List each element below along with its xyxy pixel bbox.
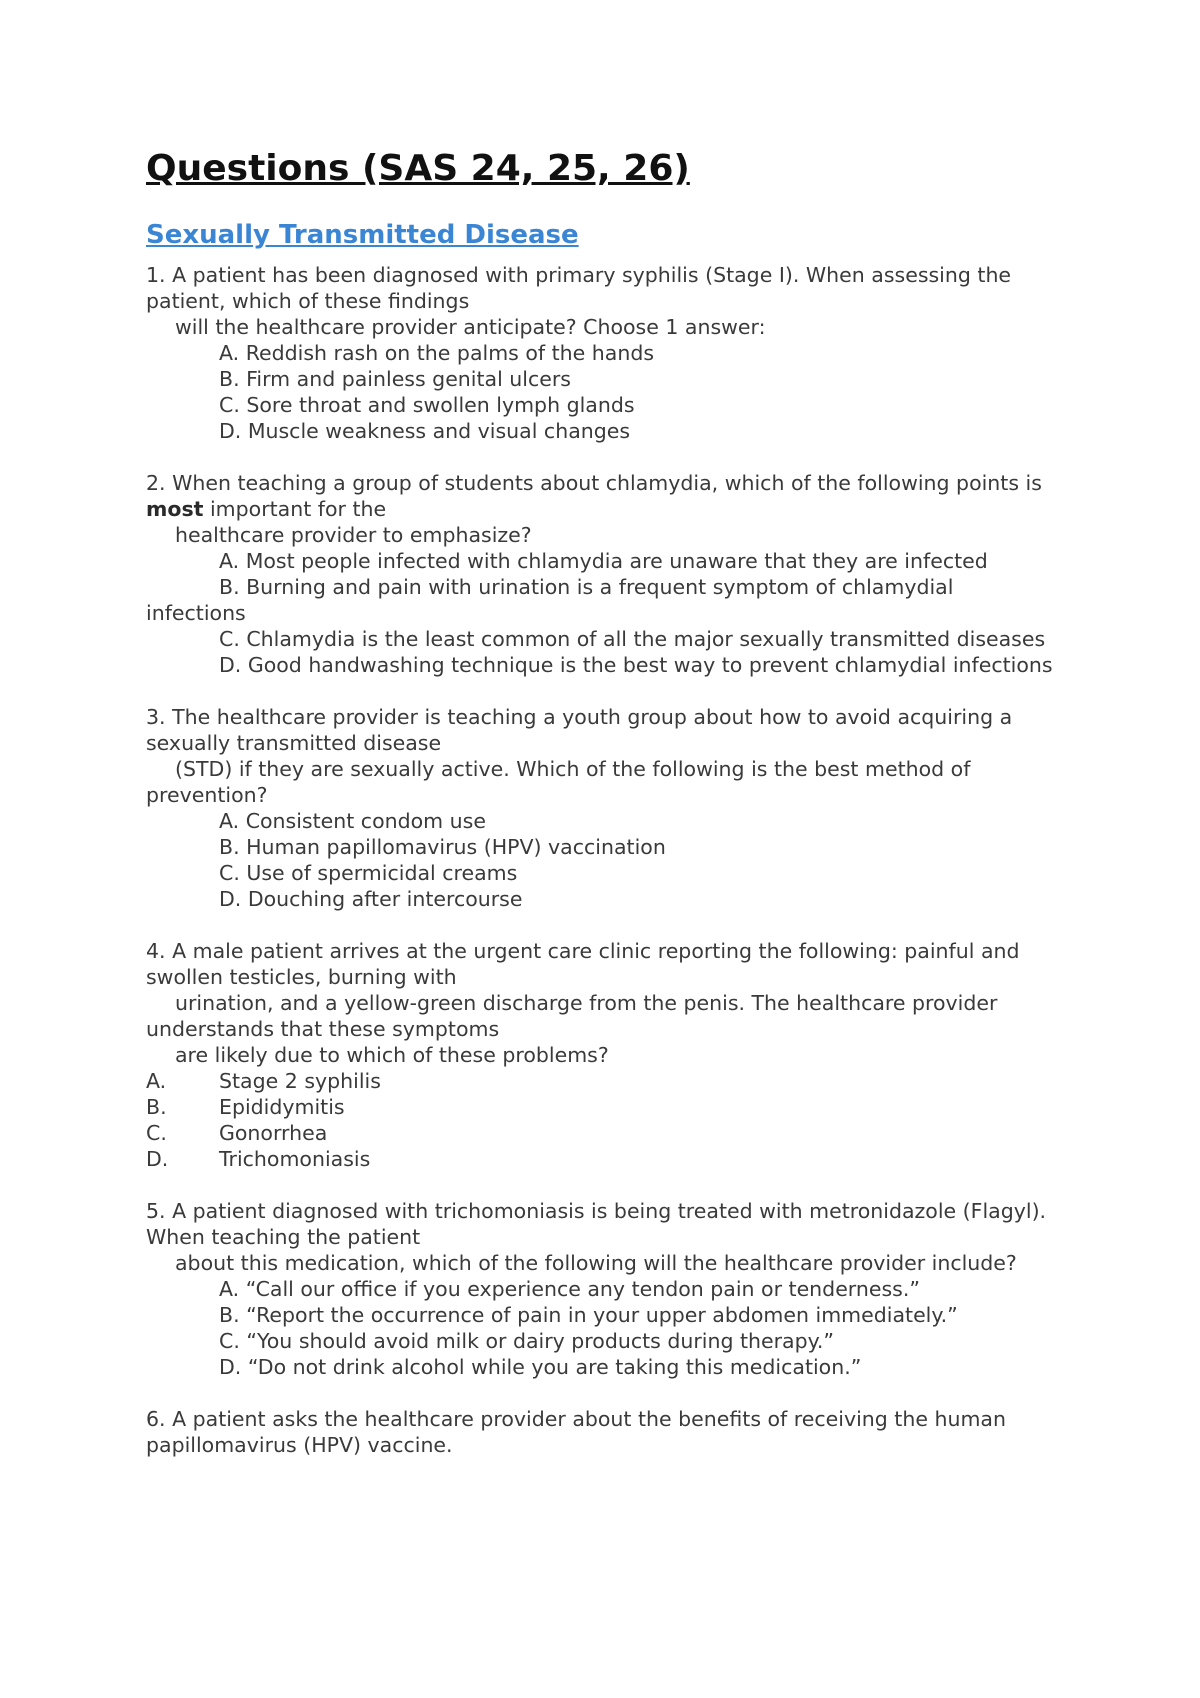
question-6-stem: 6. A patient asks the healthcare provider about the benefits of receiving the human papillomavirus (HPV) vaccine. [146,1407,1006,1457]
question-5-stem-cont: about this medication, which of the following will the healthcare provider include? [175,1251,1017,1275]
question-4-option-d [146,1146,1056,1172]
question-1-stem-cont: will the healthcare provider anticipate? Choose 1 answer: [175,315,766,339]
question-5-option-d: D. “Do not drink alcohol while you are taking this medication.” [219,1355,862,1379]
question-4-option-c [146,1120,1056,1146]
question-2-option-d: D. Good handwashing technique is the best way to prevent chlamydial infections [219,653,1053,677]
option-text: Gonorrhea [219,1121,328,1145]
question-3 [146,704,1056,912]
question-1-stem: 1. A patient has been diagnosed with primary syphilis (Stage I). When assessing the patient, which of these findings [146,263,1012,313]
question-4-stem-cont-2: are likely due to which of these problems? [175,1043,609,1067]
question-1-option-b: B. Firm and painless genital ulcers [219,367,571,391]
option-letter: C. [146,1121,167,1145]
option-text: Trichomoniasis [219,1147,371,1171]
question-3-stem-cont: (STD) if they are sexually active. Which of the following is the best method of prevention? [146,757,971,807]
question-4-stem: 4. A male patient arrives at the urgent care clinic reporting the following: painful and swollen testicles, burning with [146,939,1020,989]
section-heading: Sexually Transmitted Disease [146,220,579,250]
question-5-option-c: C. “You should avoid milk or dairy products during therapy.” [219,1329,834,1353]
question-2-option-a: A. Most people infected with chlamydia are unaware that they are infected [219,549,988,573]
question-2-stem-part-1: 2. When teaching a group of students about chlamydia, which of the following points is [146,471,1042,495]
question-2-stem [146,470,1056,522]
question-1 [146,262,1056,444]
question-3-option-a: A. Consistent condom use [219,809,486,833]
document-page [146,146,1056,1484]
question-5 [146,1198,1056,1380]
page-title: Questions (SAS 24, 25, 26) [146,148,690,189]
question-5-option-a: A. “Call our office if you experience any tendon pain or tenderness.” [219,1277,920,1301]
question-3-option-b: B. Human papillomavirus (HPV) vaccination [219,835,666,859]
question-2-option-c: C. Chlamydia is the least common of all the major sexually transmitted diseases [219,627,1046,651]
question-2-stem-part-2: important for the [203,497,387,521]
option-letter: A. [146,1069,167,1093]
question-2-option-b: B. Burning and pain with urination is a frequent symptom of chlamydial infections [146,575,954,625]
question-3-option-d: D. Douching after intercourse [219,887,523,911]
question-4-option-b [146,1094,1056,1120]
option-text: Stage 2 syphilis [219,1069,381,1093]
question-3-stem: 3. The healthcare provider is teaching a youth group about how to avoid acquiring a sexually transmitted disease [146,705,1013,755]
question-3-option-c: C. Use of spermicidal creams [219,861,518,885]
question-4-stem-cont: urination, and a yellow-green discharge from the penis. The healthcare provider understands that these symptoms [146,991,998,1041]
question-2 [146,470,1056,678]
question-5-stem: 5. A patient diagnosed with trichomoniasis is being treated with metronidazole (Flagyl). When teaching the patient [146,1199,1047,1249]
question-1-option-c: C. Sore throat and swollen lymph glands [219,393,635,417]
question-4 [146,938,1056,1172]
question-2-stem-cont: healthcare provider to emphasize? [175,523,532,547]
option-text: Epididymitis [219,1095,345,1119]
option-letter: B. [146,1095,167,1119]
question-4-option-a [146,1068,1056,1094]
question-2-emphasis: most [146,497,204,521]
question-1-option-d: D. Muscle weakness and visual changes [219,419,631,443]
question-5-option-b: B. “Report the occurrence of pain in your upper abdomen immediately.” [219,1303,958,1327]
option-letter: D. [146,1147,169,1171]
question-6 [146,1406,1056,1458]
question-1-option-a: A. Reddish rash on the palms of the hands [219,341,655,365]
